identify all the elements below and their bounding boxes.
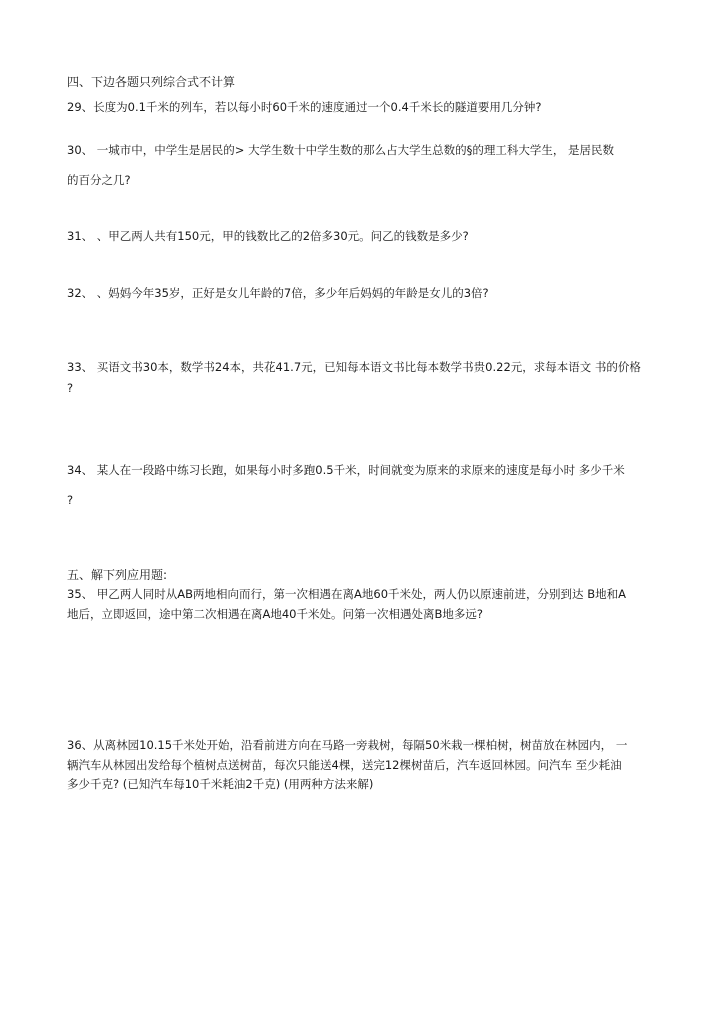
problem-33-line-2: ? [67, 381, 74, 395]
problem-30-line-2: 的百分之几? [67, 173, 131, 187]
problem-29: 29、长度为0.1千米的列车，若以每小时60千米的速度通过一个0.4千米长的隧道要用几分钟? [67, 100, 542, 114]
problem-33-line-1: 33、 买语文书30本，数学书24本，共花41.7元，已知每本语文书比每本数学书贵0.22元，求每本语文 书的价格 [67, 360, 641, 374]
problem-30-line-1: 30、 一城市中，中学生是居民的> 大学生数十中学生数的那么占大学生总数的§的理工科大学生， 是居民数 [67, 143, 614, 157]
problem-36-line-2: 辆汽车从林园出发给每个植树点送树苗，每次只能送4棵，送完12棵树苗后，汽车返回林园。问汽车 至少耗油 [67, 758, 622, 772]
problem-35-line-1: 35、 甲乙两人同时从AB两地相向而行，第一次相遇在离A地60千米处，两人仍以原速前进，分别到达 B地和A [67, 587, 626, 601]
problem-32: 32、 、妈妈今年35岁，正好是女儿年龄的7倍，多少年后妈妈的年龄是女儿的3倍? [67, 286, 489, 300]
section-4-heading: 四、下边各题只列综合式不计算 [67, 75, 236, 89]
problem-34-line-1: 34、 某人在一段路中练习长跑，如果每小时多跑0.5千米，时间就变为原来的求原来的速度是每小时 多少千米 [67, 463, 625, 477]
problem-34-line-2: ? [67, 493, 74, 507]
problem-35-line-2: 地后，立即返回，途中第二次相遇在离A地40千米处。问第一次相遇处离B地多远? [67, 607, 483, 621]
section-5-heading: 五、解下列应用题: [67, 568, 168, 582]
problem-36-line-3: 多少千克? (已知汽车每10千米耗油2千克) (用两种方法来解) [67, 777, 374, 791]
problem-31: 31、 、甲乙两人共有150元，甲的钱数比乙的2倍多30元。问乙的钱数是多少? [67, 229, 469, 243]
problem-36-line-1: 36、从离林园10.15千米处开始，沿看前进方向在马路一旁栽树，每隔50米栽一棵柏树，树苗放在林园内， 一 [67, 738, 628, 752]
